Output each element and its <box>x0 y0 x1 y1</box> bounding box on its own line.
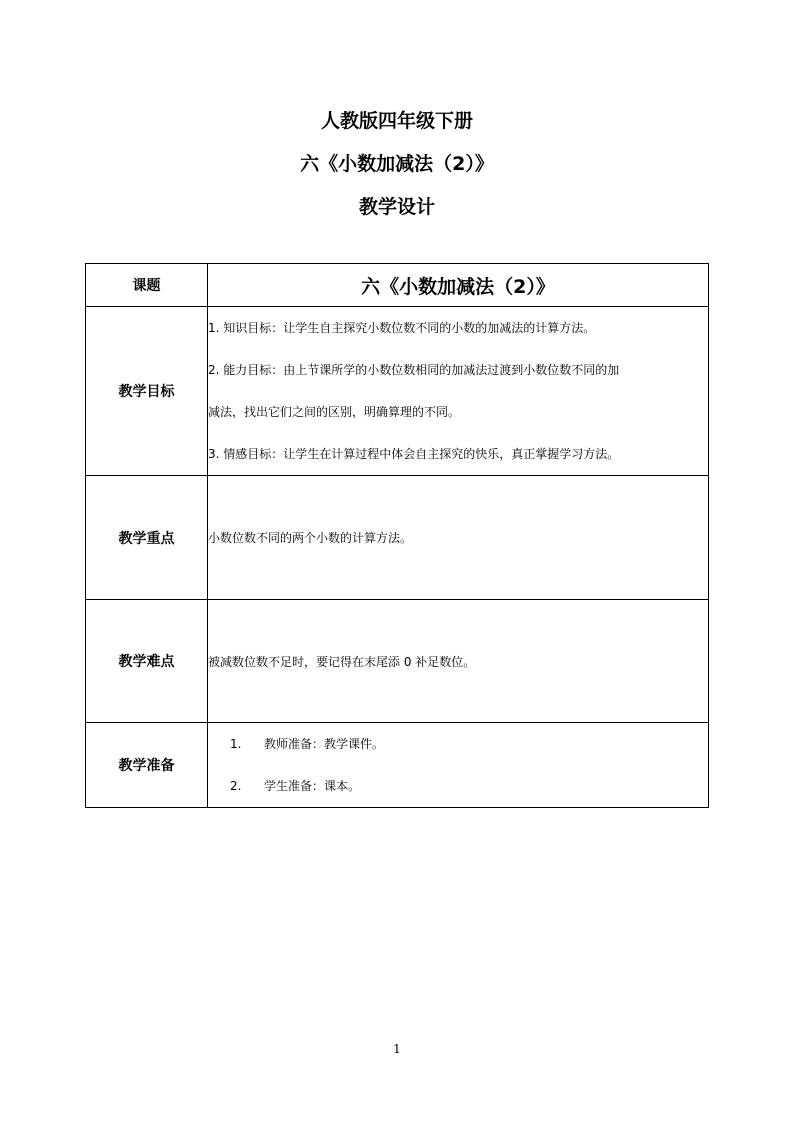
list-item <box>208 765 708 807</box>
preparation-label: 教学准备 <box>86 723 208 808</box>
topic-label: 课题 <box>86 264 208 307</box>
difficulties-content: 被减数位数不足时，要记得在末尾添 0 补足数位。 <box>208 600 709 723</box>
goals-label: 教学目标 <box>86 307 208 476</box>
goal-line: 3. 情感目标：让学生在计算过程中体会自主探究的快乐，真正掌握学习方法。 <box>208 447 620 461</box>
page-number: 1 <box>393 1042 401 1056</box>
goal-line: 2. 能力目标：由上节课所学的小数位数相同的加减法过渡到小数位数不同的加 <box>208 363 620 377</box>
list-item-text: 教师准备：教学课件。 <box>264 737 385 751</box>
table-row-goals <box>86 307 709 476</box>
table-row-difficulties <box>86 600 709 723</box>
list-item-text: 学生准备：课本。 <box>264 779 361 793</box>
key-points-label: 教学重点 <box>86 476 208 600</box>
list-item-number: 1. <box>230 737 242 751</box>
goal-line: 1. 知识目标：让学生自主探究小数位数不同的小数的加减法的计算方法。 <box>208 321 596 335</box>
key-points-content: 小数位数不同的两个小数的计算方法。 <box>208 476 709 600</box>
goals-content <box>208 307 709 476</box>
table-row-preparation <box>86 723 709 808</box>
preparation-content <box>208 723 709 808</box>
lesson-plan-table <box>85 263 709 808</box>
goal-line: 减法，找出它们之间的区别，明确算理的不同。 <box>208 405 461 419</box>
title-design: 教学设计 <box>358 196 435 218</box>
topic-value: 六《小数加减法（2）》 <box>208 264 709 307</box>
title-grade: 人教版四年级下册 <box>320 110 473 132</box>
list-item <box>208 723 708 765</box>
list-item-number: 2. <box>230 779 242 793</box>
difficulties-label: 教学难点 <box>86 600 208 723</box>
table-row-key-points <box>86 476 709 600</box>
table-row-topic <box>86 264 709 307</box>
title-lesson: 六《小数加减法（2）》 <box>300 153 494 175</box>
